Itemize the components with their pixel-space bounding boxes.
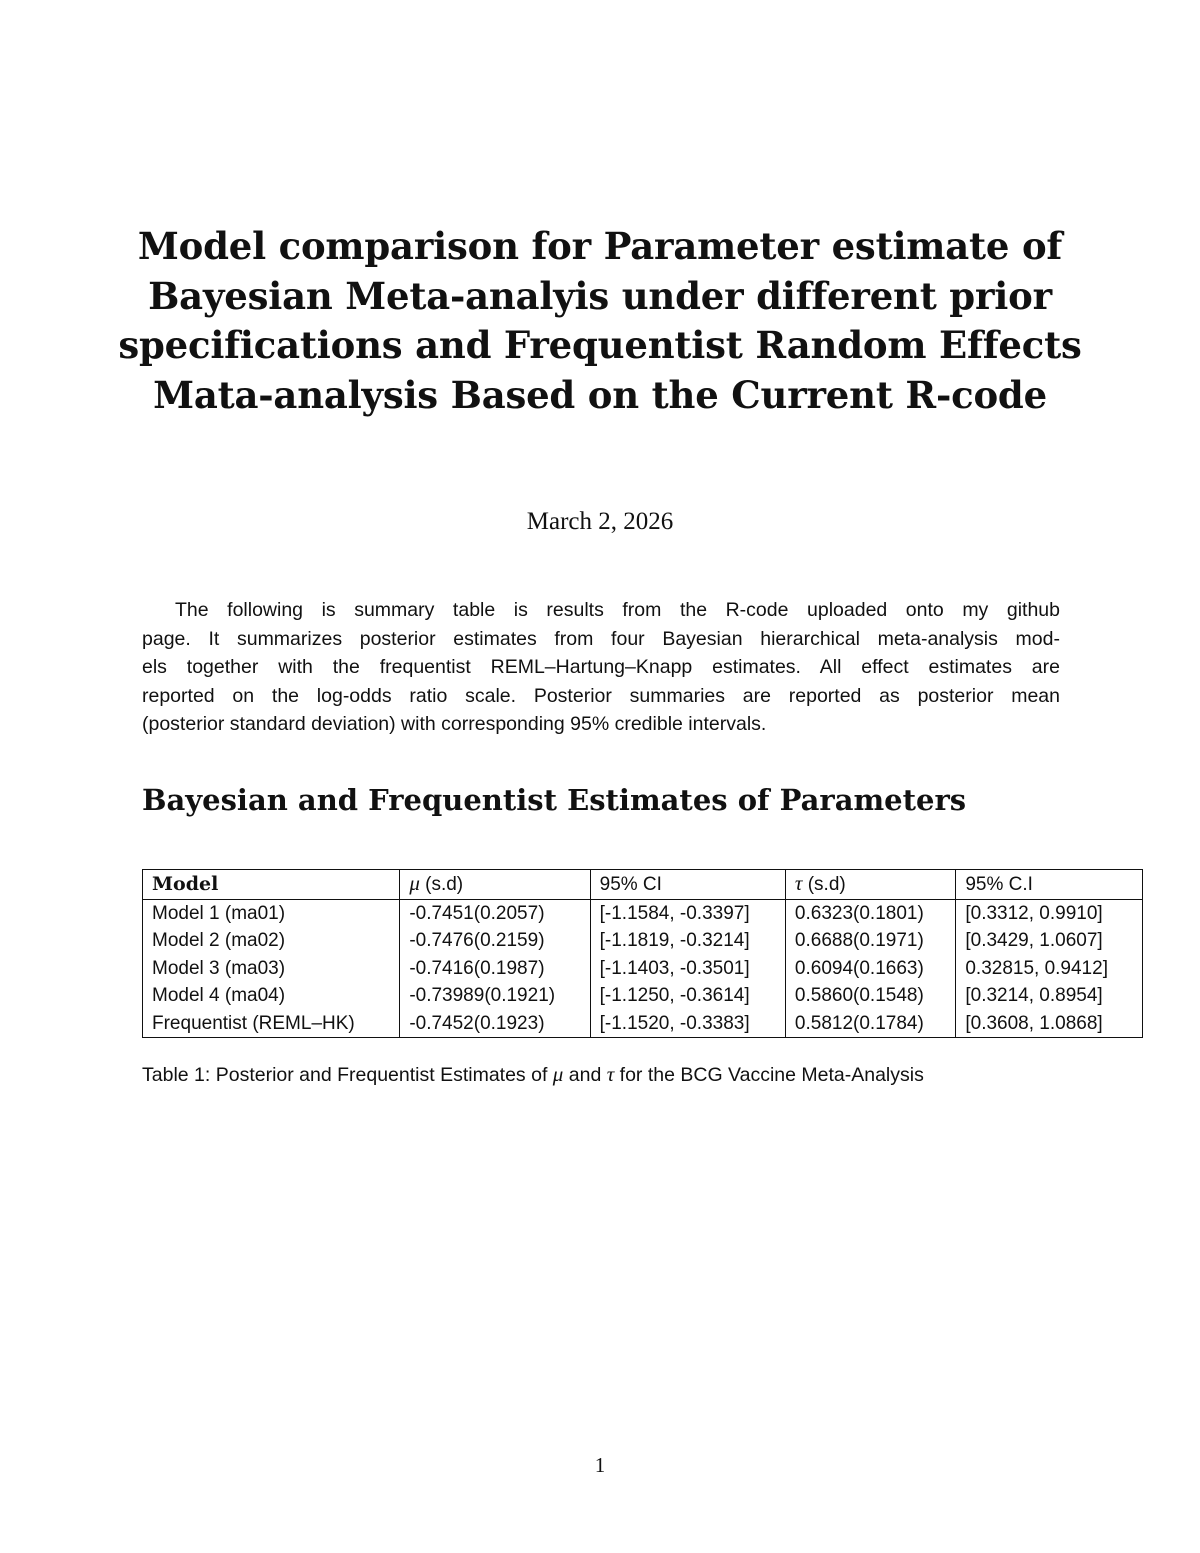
- table-header-row: [143, 870, 1143, 900]
- cell-tau-ci: 0.32815, 0.9412]: [956, 955, 1143, 983]
- cell-tau-ci: [0.3312, 0.9910]: [956, 899, 1143, 927]
- abstract-line: page. It summarizes posterior estimates from four Bayesian hierarchical meta-analysis mod-: [142, 627, 1060, 650]
- header-tau: [785, 870, 955, 900]
- title-line: specifications and Frequentist Random Effects: [118, 323, 1082, 367]
- table-row: [143, 955, 1143, 983]
- abstract-line: reported on the log-odds ratio scale. Posterior summaries are reported as posterior mean: [142, 684, 1060, 707]
- cell-mu-ci: [-1.1819, -0.3214]: [590, 927, 785, 955]
- header-tau-suffix: (s.d): [802, 874, 846, 895]
- cell-model: Model 1 (ma01): [143, 899, 400, 927]
- table-row: [143, 927, 1143, 955]
- tau-symbol: τ: [794, 871, 803, 895]
- title-line: Bayesian Meta-analyis under different prior: [148, 273, 1052, 318]
- abstract-line: els together with the frequentist REML–Hartung–Knapp estimates. All effect estimates are: [142, 656, 1060, 678]
- table-row: [143, 982, 1143, 1010]
- cell-mu: -0.73989(0.1921): [400, 982, 590, 1010]
- cell-mu-ci: [-1.1250, -0.3614]: [590, 982, 785, 1010]
- cell-mu: -0.7476(0.2159): [400, 927, 590, 955]
- cell-mu-ci: [-1.1403, -0.3501]: [590, 955, 785, 983]
- cell-tau: 0.5812(0.1784): [785, 1010, 955, 1038]
- header-tau-ci: 95% C.I: [956, 870, 1143, 900]
- cell-tau-ci: [0.3429, 1.0607]: [956, 927, 1143, 955]
- cell-tau-ci: [0.3214, 0.8954]: [956, 982, 1143, 1010]
- caption-middle: and: [563, 1064, 607, 1086]
- caption-tau-symbol: τ: [606, 1062, 615, 1086]
- title-line: Mata-analysis Based on the Current R-code: [153, 372, 1047, 417]
- page-number: 1: [594, 1453, 606, 1477]
- title-line: Model comparison for Parameter estimate of: [137, 224, 1063, 268]
- cell-model: Frequentist (REML–HK): [143, 1010, 400, 1038]
- cell-tau: 0.6094(0.1663): [785, 955, 955, 983]
- table-row: [143, 1010, 1143, 1038]
- table-caption: [142, 1060, 1143, 1089]
- caption-suffix: for the BCG Vaccine Meta-Analysis: [614, 1064, 924, 1086]
- cell-model: Model 3 (ma03): [143, 955, 400, 983]
- cell-mu: -0.7452(0.1923): [400, 1010, 590, 1038]
- abstract-paragraph: [142, 596, 1060, 739]
- header-model: Model: [143, 870, 400, 900]
- cell-tau-ci: [0.3608, 1.0868]: [956, 1010, 1143, 1038]
- cell-model: Model 2 (ma02): [143, 927, 400, 955]
- abstract-line: (posterior standard deviation) with corresponding 95% credible intervals.: [142, 713, 767, 735]
- cell-tau: 0.6323(0.1801): [785, 899, 955, 927]
- header-mu-ci: 95% CI: [590, 870, 785, 900]
- caption-prefix: Table 1: Posterior and Frequentist Estimates of: [142, 1064, 553, 1086]
- header-mu: [400, 870, 590, 900]
- section-heading: Bayesian and Frequentist Estimates of Parameters: [142, 783, 967, 817]
- cell-mu: -0.7451(0.2057): [400, 899, 590, 927]
- abstract-line: The following is summary table is results from the R-code uploaded onto my github: [175, 599, 1060, 621]
- cell-tau: 0.6688(0.1971): [785, 927, 955, 955]
- caption-mu-symbol: μ: [552, 1062, 564, 1086]
- document-date: March 2, 2026: [526, 508, 674, 535]
- cell-mu: -0.7416(0.1987): [400, 955, 590, 983]
- document-title: [100, 222, 1100, 420]
- header-mu-suffix: (s.d): [419, 874, 464, 895]
- cell-model: Model 4 (ma04): [143, 982, 400, 1010]
- cell-mu-ci: [-1.1584, -0.3397]: [590, 899, 785, 927]
- table-row: [143, 899, 1143, 927]
- cell-tau: 0.5860(0.1548): [785, 982, 955, 1010]
- mu-symbol: μ: [409, 871, 420, 895]
- cell-mu-ci: [-1.1520, -0.3383]: [590, 1010, 785, 1038]
- results-table: [142, 869, 1143, 1038]
